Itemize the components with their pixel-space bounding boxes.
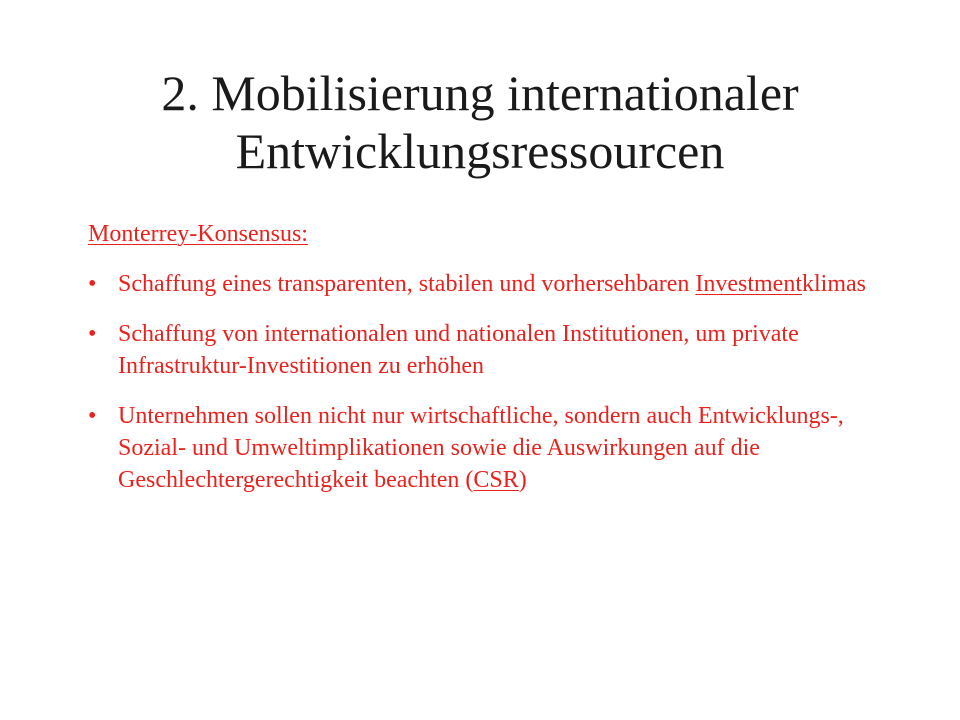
bullet-1-text-end: klimas [802, 271, 866, 297]
csr-link[interactable]: CSR [473, 467, 519, 493]
bullet-item-2 [88, 318, 888, 382]
bullet-3-text-start: Unternehmen sollen nicht nur wirtschaftliche, sondern auch Entwicklungs-, Sozial- und Umweltimplikationen sowie die Auswirkungen auf die Geschlechtergerechtigkeit beachten ( [118, 403, 844, 493]
slide-title-line-1: 2. Mobilisierung internationaler [161, 65, 799, 121]
bullet-3-text-end: ) [518, 467, 527, 493]
bullet-icon: • [88, 321, 97, 347]
slide-content [88, 218, 888, 514]
bullet-item-3 [88, 400, 888, 496]
bullet-icon: • [88, 271, 97, 297]
bullet-item-1 [88, 268, 888, 300]
investment-link[interactable]: Investment [695, 271, 802, 297]
subheading: Monterrey-Konsensus: [88, 221, 308, 247]
bullet-2-text: Schaffung von internationalen und nationalen Institutionen, um private Infrastruktur-Investitionen zu erhöhen [118, 321, 799, 379]
bullet-icon: • [88, 403, 97, 429]
bullet-1-text-start: Schaffung eines transparenten, stabilen und vorhersehbaren [118, 271, 696, 297]
slide-title [60, 64, 900, 180]
bullet-list [88, 268, 888, 496]
slide-title-line-2: Entwicklungsressourcen [235, 123, 725, 179]
